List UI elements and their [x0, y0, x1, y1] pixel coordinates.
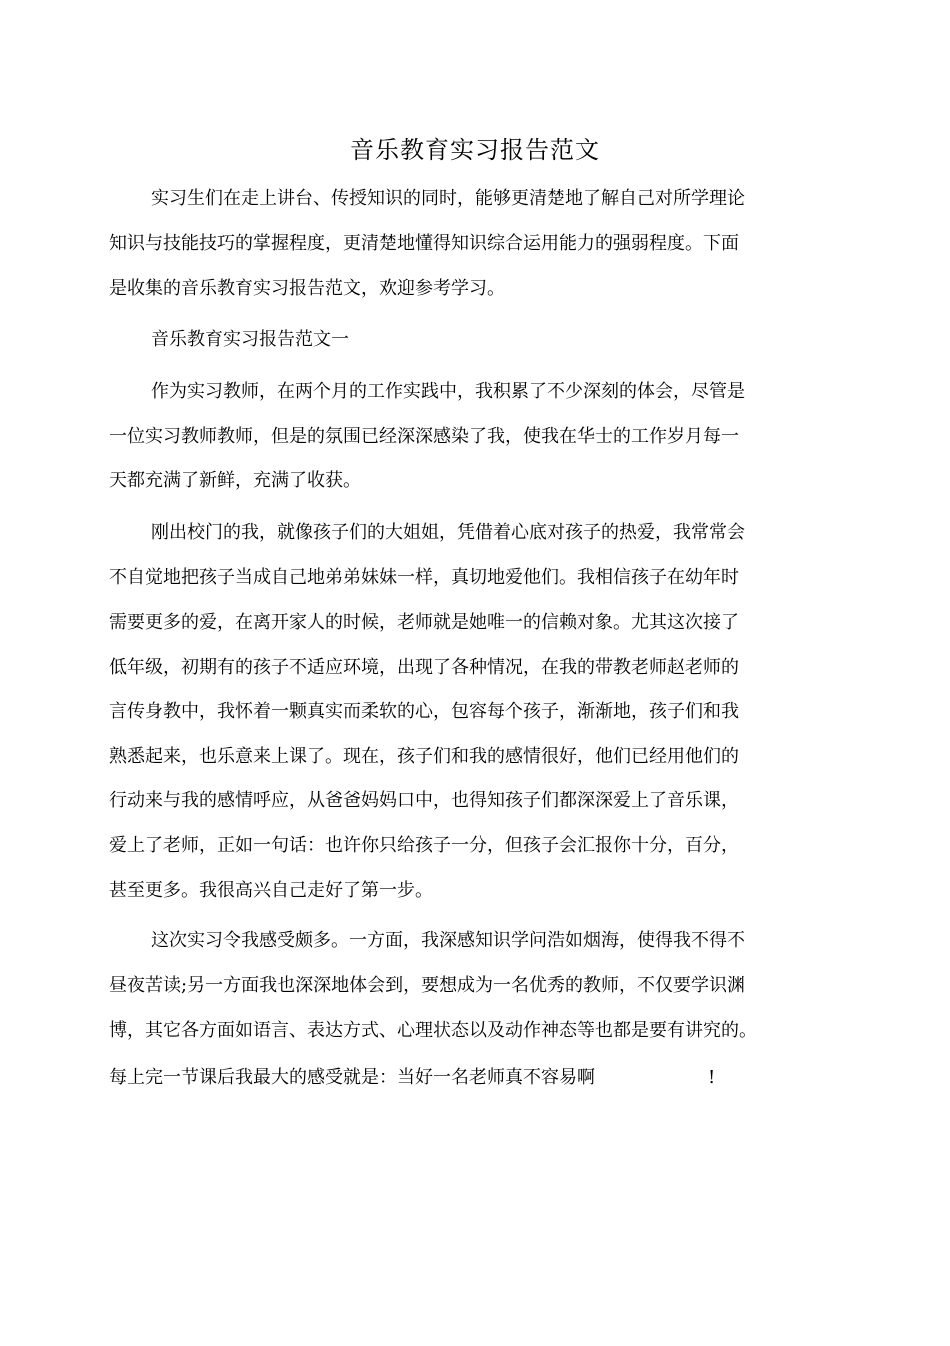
- para2-line-3: 需要更多的爱，在离开家人的时候，老师就是她唯一的信赖对象。尤其这次接了: [109, 612, 739, 633]
- para1-line-3: 天都充满了新鲜，充满了收获。: [109, 470, 361, 491]
- para3-line-1: 这次实习令我感受颇多。一方面，我深感知识学问浩如烟海，使得我不得不: [151, 930, 745, 951]
- intro-line-1: 实习生们在走上讲台、传授知识的同时，能够更清楚地了解自己对所学理论: [151, 188, 745, 209]
- para2-line-4: 低年级，初期有的孩子不适应环境，出现了各种情况，在我的带教老师赵老师的: [109, 657, 739, 678]
- para3-line-3: 博，其它各方面如语言、表达方式、心理状态以及动作神态等也都是要有讲究的。: [109, 1020, 757, 1041]
- section-heading: 音乐教育实习报告范文一: [151, 329, 349, 350]
- para2-line-5: 言传身教中，我怀着一颗真实而柔软的心，包容每个孩子，渐渐地，孩子们和我: [109, 701, 739, 722]
- document-title: 音乐教育实习报告范文: [350, 136, 600, 164]
- para2-line-8: 爱上了老师，正如一句话：也许你只给孩子一分，但孩子会汇报你十分，百分，: [109, 835, 739, 856]
- para3-line-2: 昼夜苦读;另一方面我也深深地体会到，要想成为一名优秀的教师，不仅要学识渊: [109, 975, 746, 996]
- para2-line-7: 行动来与我的感情呼应，从爸爸妈妈口中，也得知孩子们都深深爱上了音乐课，: [109, 790, 739, 811]
- para2-line-2: 不自觉地把孩子当成自己地弟弟妹妹一样，真切地爱他们。我相信孩子在幼年时: [109, 567, 739, 588]
- para1-line-1: 作为实习教师，在两个月的工作实践中，我积累了不少深刻的体会，尽管是: [151, 381, 745, 402]
- para3-line-4: 每上完一节课后我最大的感受就是：当好一名老师真不容易啊: [109, 1067, 595, 1088]
- intro-line-3: 是收集的音乐教育实习报告范文，欢迎参考学习。: [109, 278, 505, 299]
- para2-line-6: 熟悉起来，也乐意来上课了。现在，孩子们和我的感情很好，他们已经用他们的: [109, 746, 739, 767]
- para2-line-1: 刚出校门的我，就像孩子们的大姐姐，凭借着心底对孩子的热爱，我常常会: [151, 522, 745, 543]
- para1-line-2: 一位实习教师教师，但是的氛围已经深深感染了我，使我在华士的工作岁月每一: [109, 426, 739, 447]
- intro-line-2: 知识与技能技巧的掌握程度，更清楚地懂得知识综合运用能力的强弱程度。下面: [109, 233, 739, 254]
- para2-line-9: 甚至更多。我很高兴自己走好了第一步。: [109, 880, 433, 901]
- para3-end-mark: !: [708, 1067, 716, 1088]
